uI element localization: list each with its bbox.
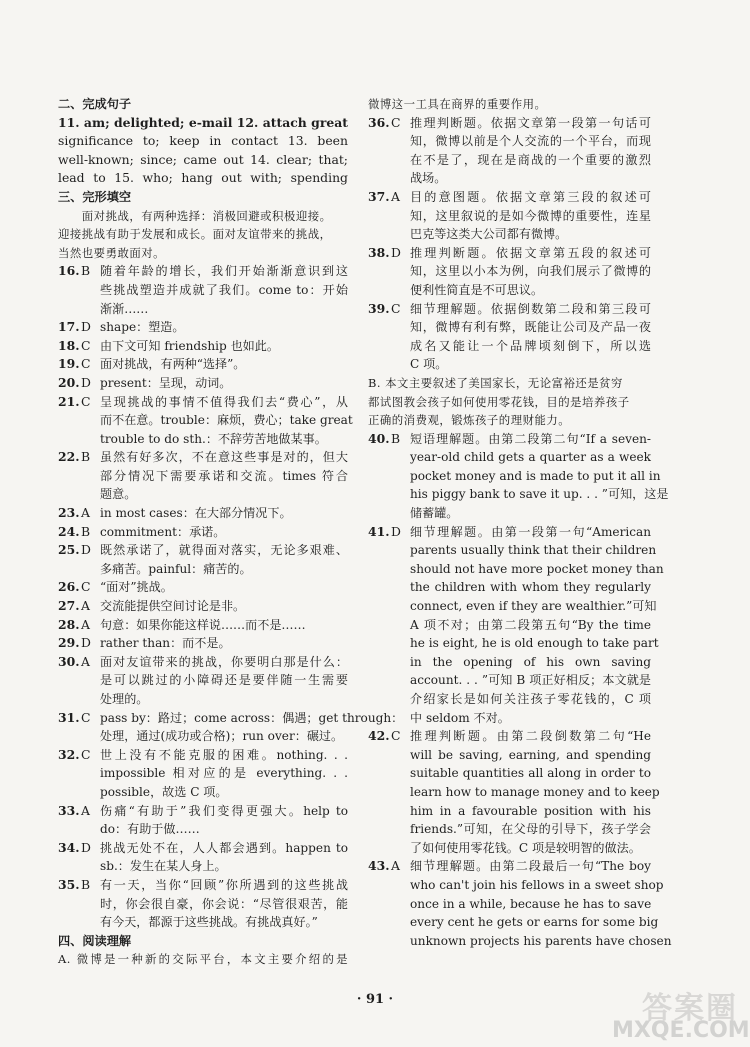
- answer-item: [58, 337, 348, 356]
- answer-letter: C: [81, 579, 91, 595]
- watermark-site: MXQE.COM: [612, 1018, 750, 1043]
- right-column: [368, 95, 672, 950]
- question-number: 22.: [58, 449, 80, 465]
- explanation-line: unknown projects his parents have chosen: [410, 933, 672, 948]
- answer-item: [58, 318, 348, 337]
- answer-letter: A: [391, 188, 400, 204]
- answer-letter: B: [81, 523, 91, 539]
- answer-explanation: [100, 746, 348, 802]
- explanation-line: 有一天，当你“回顾”你所遇到的这些挑战: [100, 877, 348, 892]
- answer-letter: A: [81, 598, 90, 614]
- answer-letter: A: [81, 505, 90, 521]
- explanation-line: should not have more pocket money than: [410, 561, 664, 576]
- answer-explanation: [100, 616, 348, 635]
- answer-letter: B: [81, 876, 91, 892]
- explanation-line: 题意。: [100, 487, 137, 502]
- explanation-line: sb.：发生在某人身上。: [100, 859, 227, 874]
- explanation-line: 而不在意。trouble：麻烦，费心；take great: [100, 413, 353, 428]
- explanation-line: who can't join his fellows in a sweet shop: [410, 877, 664, 892]
- answer-letter: C: [81, 393, 91, 409]
- explanation-line: 部分情况下需要承诺和交流。times 符合: [100, 468, 348, 483]
- explanation-line: present：呈现，动词。: [100, 375, 232, 390]
- explanation-line: 细节理解题。由第二段最后一句“The boy: [410, 859, 651, 874]
- explanation-line: impossible 相对应的是 everything. . .: [100, 766, 348, 781]
- explanation-line: 推理判断题。依据文章第五段的叙述可: [410, 245, 651, 260]
- explanation-line: will be saving, earning, and spending: [410, 747, 651, 762]
- answer-item: [58, 876, 348, 932]
- explanation-line: 目的意图题。依据文章第三段的叙述可: [410, 189, 651, 204]
- explanation-line: 介绍家长是如何关注孩子零花钱的，C 项: [410, 692, 651, 706]
- answer-letter: D: [81, 319, 91, 335]
- question-number: 41.: [368, 523, 390, 539]
- explanation-line: rather than：而不是。: [100, 636, 231, 651]
- explanation-line: learn how to manage money and to keep: [410, 784, 660, 799]
- answer-letter: D: [81, 542, 91, 558]
- answer-explanation: [100, 393, 353, 449]
- explanation-line: shape：塑造。: [100, 320, 185, 335]
- answer-explanation: [100, 578, 348, 597]
- explanation-line: 细节理解题。由第一段第一句“American: [410, 524, 651, 539]
- explanation-line: every cent he gets or earns for some big: [410, 915, 659, 930]
- page-number: · 91 ·: [356, 992, 394, 1007]
- answer-explanation: [100, 541, 348, 578]
- question-number: 29.: [58, 635, 80, 651]
- answer-explanation: [100, 523, 348, 542]
- answer-letter: D: [81, 839, 91, 855]
- answer-explanation: [410, 114, 651, 188]
- explanation-line: “面对”挑战。: [100, 580, 173, 595]
- explanation-line: 句意：如果你能这样说……而不是……: [100, 617, 306, 632]
- answer-letter: D: [391, 523, 401, 539]
- answer-letter: D: [81, 374, 91, 390]
- question-number: 42.: [368, 728, 390, 744]
- answer-item: [58, 746, 348, 802]
- answer-explanation: [100, 318, 348, 337]
- explanation-line: possible，故选 C 项。: [100, 784, 228, 799]
- answer-item: [58, 448, 348, 504]
- question-number: 19.: [58, 356, 80, 372]
- explanation-line: 面对挑战，有两种“选择”。: [100, 357, 246, 372]
- question-number: 21.: [58, 393, 80, 409]
- answer-letter: B: [391, 430, 401, 446]
- answer-explanation: [100, 504, 348, 523]
- question-number: 39.: [368, 300, 390, 316]
- explanation-line: friends.”可知，在父母的引导下，孩子学会: [410, 822, 651, 837]
- answer-explanation: [100, 876, 348, 932]
- answer-item: [58, 616, 348, 635]
- answer-explanation: [100, 262, 348, 318]
- answer-explanation: [410, 430, 669, 523]
- answer-letter: C: [391, 300, 401, 316]
- answer-letter: C: [81, 746, 91, 762]
- text-line: significance to; keep in contact 13. been: [58, 133, 348, 149]
- answer-item: [58, 504, 348, 523]
- answer-explanation: [100, 597, 348, 616]
- explanation-line: pass by：路过；come across：偶遇；get through：: [100, 710, 404, 725]
- question-number: 20.: [58, 374, 80, 390]
- question-number: 25.: [58, 542, 80, 558]
- answer-explanation: [410, 523, 664, 728]
- answer-item: [58, 355, 348, 374]
- text-line: 11. am; delighted; e-mail 12. attach great: [58, 114, 348, 130]
- text-line: lead to 15. who; hang out with; spending: [58, 170, 348, 186]
- answer-letter: C: [391, 114, 401, 130]
- explanation-line: 交流能提供空间讨论是非。: [100, 599, 246, 614]
- text-line: 当然也要勇敢面对。: [58, 245, 166, 260]
- explanation-line: year-old child gets a quarter as a week: [410, 450, 651, 465]
- explanation-line: 储蓄罐。: [410, 506, 459, 521]
- explanation-line: 巴克等这类大公司都有微博。: [410, 227, 568, 242]
- explanation-line: 是可以跳过的小障碍还是要伴随一生需要: [100, 673, 348, 688]
- text-line: 迎接挑战有助于发展和成长。面对友谊带来的挑战，: [58, 227, 332, 242]
- explanation-line: 既然承诺了，就得面对落实，无论多艰难、: [100, 543, 348, 558]
- question-number: 31.: [58, 709, 80, 725]
- explanation-line: 推理判断题。由第二段倒数第二句“He: [410, 729, 651, 744]
- explanation-line: 挑战无处不在，人人都会遇到。happen to: [100, 840, 348, 855]
- watermark-logo: 答案圈: [642, 991, 738, 1026]
- explanation-line: 细节理解题。依据倒数第二段和第三段可: [410, 301, 651, 316]
- watermark: [612, 983, 750, 1043]
- explanation-line: 战场。: [410, 171, 447, 186]
- answer-letter: A: [81, 802, 90, 818]
- explanation-line: his piggy bank to save it up. . . ”可知，这是: [410, 487, 669, 502]
- explanation-line: trouble to do sth.：不辞劳苦地做某事。: [100, 431, 327, 446]
- text-line: 都试图教会孩子如何使用零花钱，目的是培养孩子: [368, 394, 630, 409]
- answer-item: [58, 839, 348, 876]
- explanation-line: once in a while, because he has to save: [410, 896, 652, 911]
- answer-explanation: [410, 857, 672, 950]
- explanation-line: 面对友谊带来的挑战，你要明白那是什么：: [100, 654, 348, 669]
- answer-letter: A: [81, 616, 90, 632]
- answer-item: [58, 578, 348, 597]
- question-number: 36.: [368, 114, 390, 130]
- explanation-line: 成名又能让一个品牌顷刻倒下，所以选: [410, 338, 651, 353]
- answer-item: [368, 300, 651, 374]
- explanation-line: 伤痛“有助于”我们变得更强大。help to: [100, 803, 348, 818]
- question-number: 35.: [58, 876, 80, 892]
- question-number: 43.: [368, 858, 390, 874]
- answer-explanation: [100, 355, 348, 374]
- answer-letter: C: [391, 728, 401, 744]
- explanation-line: 世上没有不能克服的困难。nothing. . .: [100, 747, 348, 762]
- answer-letter: D: [81, 635, 91, 651]
- explanation-line: 处理，通过(成功或合格)；run over：碾过。: [100, 729, 344, 744]
- answer-explanation: [100, 448, 348, 504]
- explanation-line: 短语理解题。由第二段第二句“If a seven-: [410, 431, 651, 446]
- explanation-line: 虽然有好多次，不在意这些事是对的，但大: [100, 450, 348, 465]
- text-line: 正确的消费观，锻炼孩子的理财能力。: [368, 413, 571, 428]
- answer-explanation: [100, 802, 348, 839]
- answer-item: [58, 523, 348, 542]
- answer-explanation: [410, 244, 651, 300]
- answer-item: [368, 857, 672, 950]
- answer-item: [58, 653, 348, 709]
- question-number: 30.: [58, 653, 80, 669]
- question-number: 16.: [58, 263, 80, 279]
- answer-letter: B: [81, 263, 91, 279]
- explanation-line: 知，微博有利有弊，既能让公司及产品一夜: [410, 320, 651, 335]
- question-number: 27.: [58, 598, 80, 614]
- explanation-line: 了如何使用零花钱。C 项是较明智的做法。: [410, 840, 641, 855]
- explanation-line: 呈现挑战的事情不值得我们去“费心”，从: [100, 394, 348, 409]
- explanation-line: in the opening of his own saving: [410, 654, 651, 669]
- explanation-line: do：有助于做……: [100, 822, 200, 837]
- explanation-line: in most cases：在大部分情况下。: [100, 506, 292, 521]
- explanation-line: suitable quantities all along in order to: [410, 766, 651, 781]
- answer-item: [58, 374, 348, 393]
- question-number: 32.: [58, 746, 80, 762]
- answer-item: [368, 244, 651, 300]
- answer-item: [58, 802, 348, 839]
- question-number: 28.: [58, 616, 80, 632]
- explanation-line: 时，你会很自豪，你会说：“尽管很艰苦，能: [100, 896, 348, 911]
- answer-letter: A: [391, 858, 400, 874]
- answer-explanation: [410, 300, 651, 374]
- explanation-line: 推理判断题。依据文章第一段第一句话可: [410, 115, 651, 130]
- question-number: 34.: [58, 839, 80, 855]
- answer-letter: C: [81, 356, 91, 372]
- explanation-line: 中 seldom 不对。: [410, 710, 510, 725]
- explanation-line: the children with whom they regularly: [410, 580, 651, 595]
- explanation-line: 多痛苦。painful：痛苦的。: [100, 561, 252, 576]
- answer-item: [58, 597, 348, 616]
- question-number: 24.: [58, 523, 80, 539]
- explanation-line: he is eight, he is old enough to take part: [410, 636, 659, 651]
- answer-explanation: [410, 727, 660, 857]
- explanation-line: C 项。: [410, 357, 448, 372]
- answer-item: [58, 541, 348, 578]
- text-line: well-known; since; came out 14. clear; that;: [58, 151, 348, 167]
- answer-letter: B: [81, 449, 91, 465]
- explanation-line: 处理的。: [100, 692, 149, 706]
- section-heading: 四、阅读理解: [58, 933, 132, 948]
- answer-explanation: [100, 374, 348, 393]
- question-number: 23.: [58, 505, 80, 521]
- explanation-line: pocket money and is made to put it all in: [410, 468, 661, 483]
- answer-item: [368, 523, 664, 728]
- answer-explanation: [410, 188, 651, 244]
- answer-letter: D: [391, 244, 401, 260]
- text-line: 微博这一工具在商界的重要作用。: [368, 97, 547, 111]
- answer-item: [58, 393, 353, 449]
- answer-letter: C: [81, 337, 91, 353]
- answer-explanation: [100, 839, 348, 876]
- answer-item: [58, 634, 348, 653]
- explanation-line: account. . . ”可知 B 项正好相反；本文就是: [410, 673, 651, 688]
- explanation-line: 知，这里叙说的是如今微博的重要性，连星: [410, 208, 651, 223]
- explanation-line: connect, even if they are wealthier.”可知: [410, 599, 657, 614]
- explanation-line: 在不是了，现在是商战的一个重要的激烈: [410, 152, 651, 167]
- answer-item: [368, 114, 651, 188]
- explanation-line: 知，这里以小本为例，向我们展示了微博的: [410, 264, 651, 279]
- question-number: 18.: [58, 337, 80, 353]
- question-number: 26.: [58, 579, 80, 595]
- explanation-line: 由下文可知 friendship 也如此。: [100, 338, 279, 353]
- explanation-line: 渐渐……: [100, 301, 149, 316]
- explanation-line: 便利性简直是不可思议。: [410, 282, 544, 297]
- answer-item: [368, 430, 669, 523]
- explanation-line: 有今天，都源于这些挑战。有挑战真好。”: [100, 915, 318, 930]
- explanation-line: A 项不对；由第二段第五句“By the time: [410, 617, 651, 632]
- answer-item: [368, 727, 660, 857]
- answer-letter: A: [81, 653, 90, 669]
- answer-explanation: [100, 337, 348, 356]
- question-number: 38.: [368, 244, 390, 260]
- explanation-line: 随着年龄的增长，我们开始渐渐意识到这: [100, 264, 348, 279]
- answer-item: [368, 188, 651, 244]
- explanation-line: him in a favourable position with his: [410, 803, 651, 818]
- question-number: 40.: [368, 430, 390, 446]
- explanation-line: parents usually think that their children: [410, 543, 657, 558]
- explanation-line: 知，微博以前是个人交流的一个平台，而现: [410, 134, 651, 149]
- question-number: 37.: [368, 188, 390, 204]
- answer-explanation: [100, 653, 348, 709]
- explanation-line: 些挑战塑造并成就了我们。come to：开始: [100, 282, 348, 297]
- section-heading: 三、完形填空: [58, 189, 132, 204]
- text-line: 面对挑战，有两种选择：消极回避或积极迎接。: [58, 208, 332, 223]
- question-number: 33.: [58, 802, 80, 818]
- answer-item: [58, 262, 348, 318]
- answer-explanation: [100, 634, 348, 653]
- question-number: 17.: [58, 319, 80, 335]
- explanation-line: commitment：承诺。: [100, 524, 226, 539]
- answer-letter: C: [81, 709, 91, 725]
- text-line: A. 微博是一种新的交际平台，本文主要介绍的是: [58, 952, 348, 967]
- text-line: B. 本文主要叙述了美国家长，无论富裕还是贫穷: [368, 375, 623, 390]
- section-heading: 二、完成句子: [58, 97, 132, 111]
